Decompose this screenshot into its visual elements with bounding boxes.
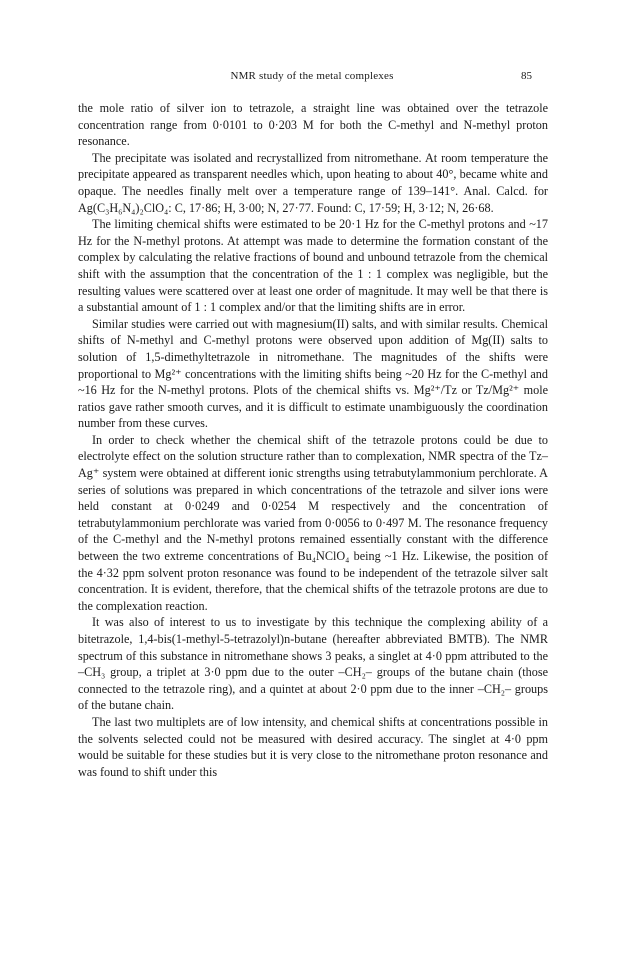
- paragraph-magnesium: Similar studies were carried out with magnesium(II) salts, and with similar results. Chemical shifts of N-methyl and C-methyl protons were observed upon addition of Mg(II) salts to solution of 1,5-dimethyltetrazole in nitromethane. The magnitudes of the shifts were proportional to Mg²⁺ concentrations with the limiting shifts being ~20 Hz for the C-methyl and ~16 Hz for the N-methyl protons. Plots of the chemical shifts vs. Mg²⁺/Tz or Tz/Mg²⁺ mole ratios gave rather smooth curves, and it is difficult to estimate unambiguously the coordination number from these curves.: [78, 316, 548, 431]
- running-head: [0, 70, 624, 86]
- paragraph-electrolyte-effect: In order to check whether the chemical shift of the tetrazole protons could be due to electrolyte effect on the solution structure rather than to complexation, NMR spectra of the Tz–Ag⁺ system were obtained at different ionic strengths using tetrabutylammonium perchlorate. A series of solutions was prepared in which concentrations of the tetrazole and silver ions were held constant at 0·0249 and 0·0254 M respectively and the concentration of tetrabutylammonium perchlorate was varied from 0·0056 to 0·497 M. The resonance frequency of the C-methyl and the N-methyl protons remained essentially constant with the difference between the two extreme concentrations of Bu₄NClO₄ being ~1 Hz. Likewise, the position of the 4·32 ppm solvent proton resonance was found to be independent of the tetrazole silver salt concentration. It is evident, therefore, that the chemical shifts of the tetrazole protons are due to the complexation reaction.: [78, 432, 548, 613]
- page-number: 85: [521, 70, 532, 82]
- paragraph-continuation: the mole ratio of silver ion to tetrazole, a straight line was obtained over the tetrazole concentration range from 0·0101 to 0·203 M for both the C-methyl and N-methyl proton resonance.: [78, 101, 548, 149]
- paragraph-bitetrazole: It was also of interest to us to investigate by this technique the complexing ability of a bitetrazole, 1,4-bis(1-methyl-5-tetrazolyl)n-butane (hereafter abbreviated BMTB). The NMR spectrum of this substance in nitromethane shows 3 peaks, a singlet at 4·0 ppm attributed to the –CH₃ group, a triplet at 3·0 ppm due to the outer –CH₂– groups of the butane chain (those connected to the tetrazole ring), and a quintet at about 2·0 ppm due to the inner –CH₂– groups of the butane chain.: [78, 615, 548, 713]
- paragraph-precipitate: The precipitate was isolated and recrystallized from nitromethane. At room temperature the precipitate appeared as transparent needles which, upon heating to about 40°, became white and opaque. The needles finally melt over a temperature range of 139–141°. Anal. Calcd. for Ag(C₃H₆N₄)₂ClO₄: C, 17·86; H, 3·00; N, 27·77. Found: C, 17·59; H, 3·12; N, 26·68.: [78, 150, 548, 215]
- running-title: NMR study of the metal complexes: [230, 70, 394, 82]
- body-text: [78, 100, 548, 780]
- paragraph-limiting-shifts: The limiting chemical shifts were estimated to be 20·1 Hz for the C-methyl protons and ~17 Hz for the N-methyl protons. At attempt was made to determine the formation constant of the complex by calculating the relative fractions of bound and unbound tetrazole from the chemical shift with the assumption that the concentration of the 1 : 1 complex was negligible, but the resulting values were scattered over at least one order of magnitude. It may well be that there is a substantial amount of 1 : 1 complex and/or that the limiting shifts are in error.: [78, 217, 548, 315]
- paragraph-multiplets: The last two multiplets are of low intensity, and chemical shifts at concentrations possible in the solvents selected could not be measured with desired accuracy. The singlet at 4·0 ppm would be suitable for these studies but it is very close to the nitromethane proton resonance and was found to shift under this: [78, 714, 548, 779]
